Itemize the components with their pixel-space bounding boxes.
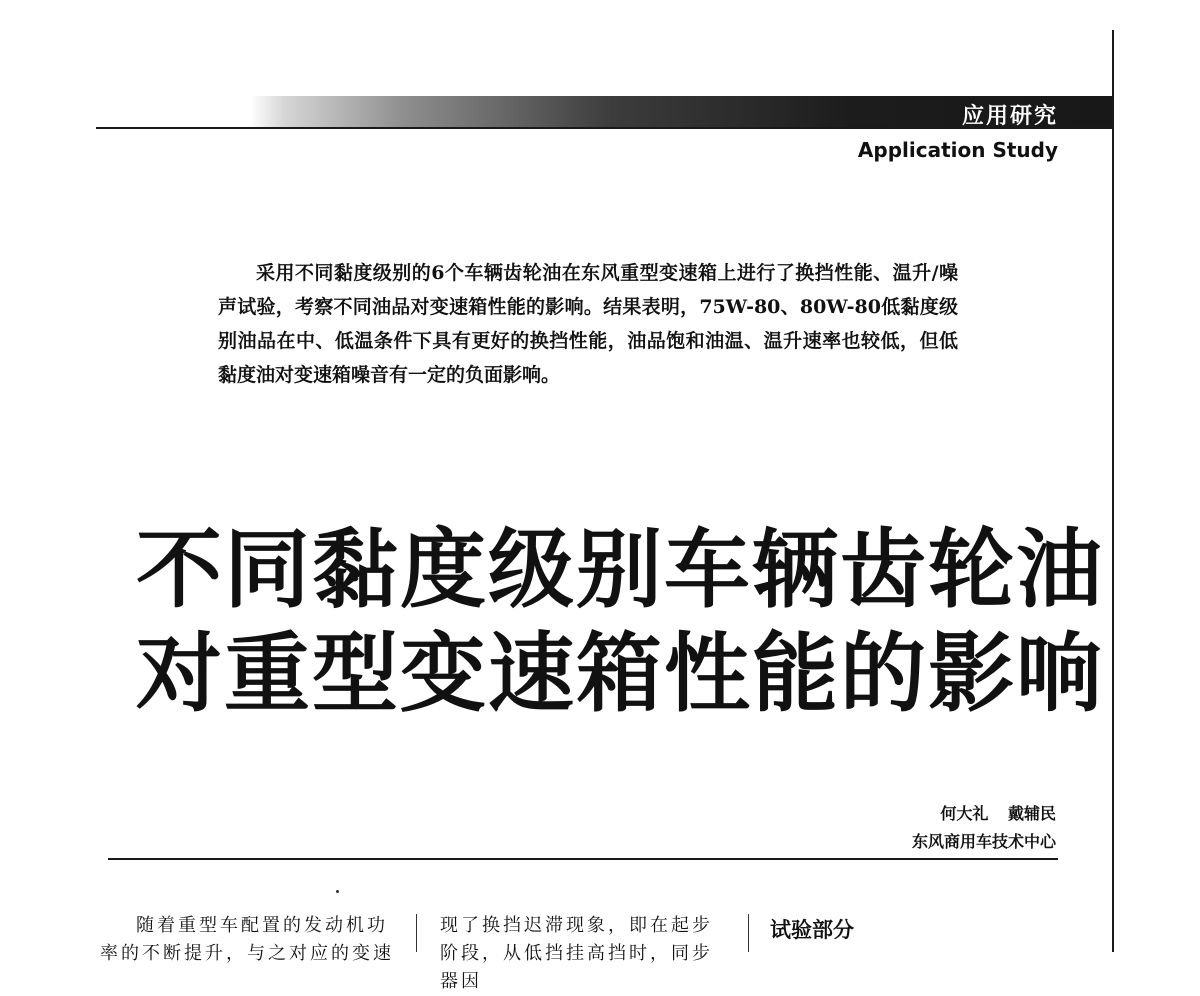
author-1: 何大礼 xyxy=(940,804,989,823)
author-names xyxy=(912,800,1056,828)
title-line-1: 不同黏度级别车辆齿轮油 xyxy=(136,519,1104,620)
scan-speck xyxy=(336,890,339,893)
section-header-rule xyxy=(96,127,1112,129)
title-line-2: 对重型变速箱性能的影响 xyxy=(136,623,1104,724)
section-heading-experiment: 试验部分 xyxy=(770,918,854,942)
body-column-2: 现了换挡迟滞现象，即在起步阶段，从低挡挂高挡时，同步器因 xyxy=(440,915,713,992)
article-title xyxy=(136,518,1104,726)
byline-rule xyxy=(108,858,1058,860)
column-divider-1 xyxy=(416,914,417,952)
section-label-en: Application Study xyxy=(857,138,1058,162)
author-2: 戴辅民 xyxy=(1007,804,1056,823)
body-column-1: 随着重型车配置的发动机功率的不断提升，与之对应的变速 xyxy=(100,915,394,964)
abstract: 采用不同黏度级别的6个车辆齿轮油在东风重型变速箱上进行了换挡性能、温升/噪声试验，考察不同油品对变速箱性能的影响。结果表明，75W-80、80W-80低黏度级别油品在中、低温条件下具有更好的换挡性能，油品饱和油温、温升速率也较低，但低黏度油对变速箱噪音有一定的负面影响。 xyxy=(218,262,958,386)
right-margin-rule xyxy=(1112,30,1114,952)
column-divider-2 xyxy=(748,914,749,952)
author-block xyxy=(912,800,1056,856)
author-affiliation: 东风商用车技术中心 xyxy=(911,832,1056,851)
section-label-cn: 应用研究 xyxy=(961,104,1058,129)
